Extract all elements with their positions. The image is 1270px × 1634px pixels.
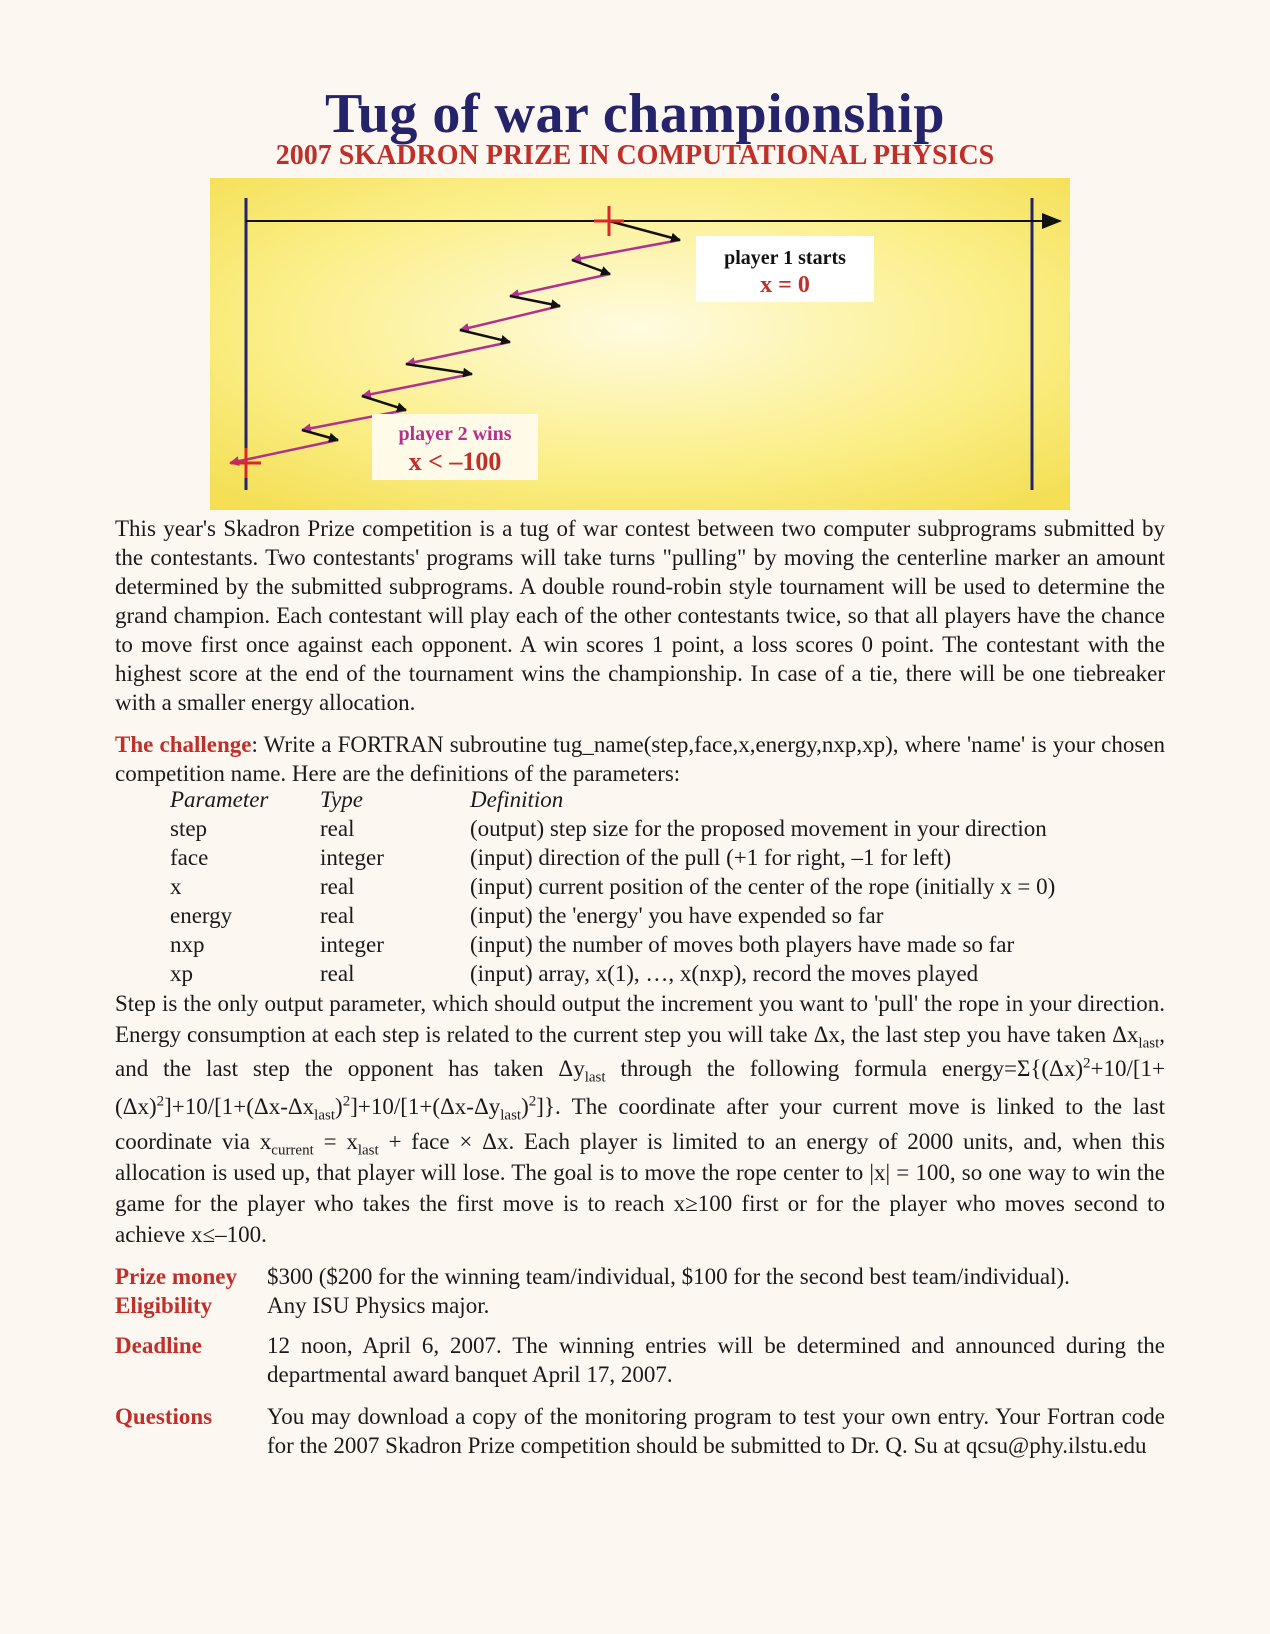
tug-of-war-diagram bbox=[210, 178, 1070, 510]
param-type: real bbox=[320, 961, 355, 986]
parameter-table bbox=[170, 785, 1190, 988]
step-paragraph bbox=[115, 988, 1165, 1250]
step-text-4: The coordinate after your current move is linked to the last coordinate via x bbox=[115, 1094, 1165, 1154]
table-row bbox=[170, 930, 1190, 959]
formula-sup: 2 bbox=[1083, 1055, 1091, 1072]
param-definition: (input) the number of moves both players have made so far bbox=[470, 932, 1015, 957]
formula-sup: 2 bbox=[528, 1093, 537, 1110]
formula-part: +10/[1+(Δx) bbox=[115, 1056, 1166, 1119]
eligibility-text: Any ISU Physics major. bbox=[267, 1293, 490, 1318]
formula-part: ]+10/[1+(Δx-Δy bbox=[350, 1094, 501, 1119]
eligibility-label: Eligibility bbox=[115, 1293, 213, 1318]
param-type: real bbox=[320, 816, 355, 841]
param-type: real bbox=[320, 874, 355, 899]
tug-of-war-svg bbox=[210, 178, 1070, 510]
formula-part: ]+10/[1+(Δx-Δx bbox=[164, 1094, 315, 1119]
deadline-text: 12 noon, April 6, 2007. The winning entries will be determined and announced during the departmental award banquet April 17, 2007. bbox=[267, 1333, 1165, 1387]
step-text-6: + face × Δx. Each player is limited to an energy of 2000 units, and, when this allocation is used up, that player will lose. The goal is to move the rope center to |x| = 100, so one way to win the game for the player who takes the first move is to reach x≥100 first or for the player who moves second to achieve x≤–100. bbox=[115, 1129, 1165, 1247]
sub-last: last bbox=[584, 1069, 606, 1086]
formula-part: ) bbox=[335, 1094, 343, 1119]
page-subtitle: 2007 SKADRON PRIZE IN COMPUTATIONAL PHYSICS bbox=[275, 140, 995, 171]
param-name: x bbox=[170, 874, 182, 899]
formula-sub: last bbox=[314, 1107, 336, 1124]
param-definition: (input) the 'energy' you have expended so far bbox=[470, 903, 884, 928]
param-definition: (output) step size for the proposed movement in your direction bbox=[470, 816, 1047, 841]
header-type: Type bbox=[320, 787, 364, 812]
formula-part: ]}. bbox=[536, 1094, 561, 1119]
challenge-text: : Write a FORTRAN subroutine tug_name(step,face,x,energy,nxp,xp), where 'name' is your chosen competition name. Here are the definitions of the parameters: bbox=[115, 732, 1165, 786]
param-name: nxp bbox=[170, 932, 205, 957]
questions-text: You may download a copy of the monitoring program to test your own entry. Your Fortran code for the 2007 Skadron Prize competition should be submitted to Dr. Q. Su at qcsu@phy.ilstu.edu bbox=[267, 1404, 1165, 1458]
param-type: integer bbox=[320, 932, 384, 957]
table-row bbox=[170, 901, 1190, 930]
param-name: energy bbox=[170, 903, 233, 928]
param-definition: (input) array, x(1), …, x(nxp), record the moves played bbox=[470, 961, 979, 986]
player2-value: x < –100 bbox=[408, 447, 502, 476]
step-text-3: through the following formula bbox=[605, 1056, 927, 1081]
param-name: xp bbox=[170, 961, 193, 986]
eligibility-row bbox=[115, 1291, 1165, 1320]
challenge-paragraph bbox=[115, 730, 1165, 788]
prize-money-label: Prize money bbox=[115, 1264, 237, 1289]
step-text-5: = x bbox=[313, 1129, 358, 1154]
diagram-background bbox=[210, 178, 1070, 510]
param-type: integer bbox=[320, 845, 384, 870]
questions-label: Questions bbox=[115, 1404, 213, 1429]
sub-current: current bbox=[271, 1142, 314, 1159]
formula-part: ) bbox=[521, 1094, 529, 1119]
param-name: step bbox=[170, 816, 208, 841]
deadline-label: Deadline bbox=[115, 1333, 202, 1358]
param-definition: (input) direction of the pull (+1 for right, –1 for left) bbox=[470, 845, 952, 870]
table-row bbox=[170, 872, 1190, 901]
intro-paragraph: This year's Skadron Prize competition is a tug of war contest between two computer subprograms submitted by the contestants. Two contestants' programs will take turns "pulling" by moving the centerline marker an amount determined by the submitted subprograms. A double round-robin style tournament will be used to determine the grand champion. Each contestant will play each of the other contestants twice, so that all players have the chance to move first once against each opponent. A win scores 1 point, a loss scores 0 point. The contestant with the highest score at the end of the tournament wins the championship. In case of a tie, there will be one tiebreaker with a smaller energy allocation. bbox=[115, 516, 1165, 715]
step-text-2: , and the last step the opponent has taken Δy bbox=[115, 1022, 1165, 1081]
parameter-table-header bbox=[170, 785, 1190, 814]
questions-row bbox=[115, 1402, 1165, 1460]
formula-part: energy=Σ{(Δx) bbox=[941, 1056, 1084, 1081]
table-row bbox=[170, 814, 1190, 843]
header-definition: Definition bbox=[470, 787, 564, 812]
formula-sup: 2 bbox=[156, 1093, 165, 1110]
formula-sub: last bbox=[500, 1107, 522, 1124]
param-type: real bbox=[320, 903, 355, 928]
player1-label: player 1 starts bbox=[724, 247, 846, 269]
table-row bbox=[170, 843, 1190, 872]
player2-label: player 2 wins bbox=[398, 423, 512, 445]
challenge-label: The challenge bbox=[115, 732, 252, 757]
formula-sup: 2 bbox=[342, 1093, 351, 1110]
prize-money-row bbox=[115, 1262, 1165, 1291]
sub-last: last bbox=[1138, 1035, 1160, 1052]
prize-money-text: $300 ($200 for the winning team/individual, $100 for the second best team/individual). bbox=[267, 1264, 1070, 1289]
sub-last: last bbox=[357, 1142, 379, 1159]
table-row bbox=[170, 959, 1190, 988]
param-name: face bbox=[170, 845, 209, 870]
header-parameter: Parameter bbox=[170, 787, 269, 812]
page-title: Tug of war championship bbox=[325, 83, 945, 145]
player1-value: x = 0 bbox=[760, 272, 810, 298]
deadline-row bbox=[115, 1331, 1165, 1389]
param-definition: (input) current position of the center of the rope (initially x = 0) bbox=[470, 874, 1056, 899]
step-text-1: Step is the only output parameter, which should output the increment you want to 'pull' the rope in your direction. Energy consumption at each step is related to the current step you will take Δx, the last step you have taken Δx bbox=[115, 991, 1165, 1047]
